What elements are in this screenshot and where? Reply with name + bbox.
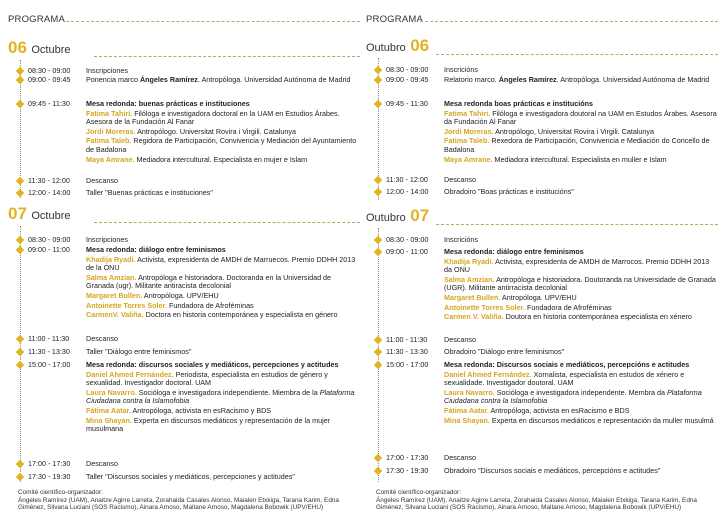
- participant-name: Mina Shayan.: [444, 415, 490, 425]
- event-time: 08:30 - 09:00: [28, 235, 71, 244]
- event-text: Inscricións: [444, 65, 478, 74]
- round-table-title: Mesa redonda: diálogo entre feminismos: [444, 247, 584, 256]
- event-prefix: Ponencia marco: [86, 75, 140, 84]
- participant-name: Khadija Ryadi.: [86, 254, 136, 264]
- event-description: [86, 236, 360, 245]
- participant-bio: Activista, expresidenta de AMDH de Marruecos. Premio DDHH 2013 de la ONU: [86, 254, 356, 273]
- event-text: Descanso: [444, 175, 476, 184]
- day-number: 07: [410, 206, 430, 225]
- participant-bio: Fundadora de Afroféminas: [166, 300, 254, 310]
- event-time: 12:00 - 14:00: [386, 187, 429, 196]
- participant-name: Fatima Taleb.: [444, 136, 490, 146]
- event-description: [86, 348, 360, 357]
- event-description: [86, 460, 360, 469]
- event-description: [444, 248, 718, 322]
- event-time: 17:30 - 19:30: [386, 466, 429, 475]
- participant-bio: Filóloga e investigadora doctoral en la UAM en Estudios Árabes. Asesora de la Fundación Al Fanar: [86, 108, 340, 127]
- event-time: 11:00 - 11:30: [386, 335, 428, 344]
- participant-name: Jordi Moreras.: [444, 126, 494, 136]
- event-time: 11:30 - 13:30: [386, 347, 428, 356]
- event-text: Obradoiro "Discursos sociais e mediáticos, percepcións e actitudes": [444, 466, 661, 475]
- platform-name: Plataforma Ciudadana contra la Islamofobia: [444, 387, 702, 406]
- participant-bio: Regidora de Participación, Convivencia y Mediación del Ayuntamiento de Badalona: [86, 136, 357, 154]
- month-name: Outubro: [366, 212, 406, 224]
- participant-name: Daniel Ahmed Fernández.: [86, 369, 174, 379]
- scientific-committee: Comité científico-organizador: Ángeles Ramírez (UAM), Anaitze Agirre Larreta, Zorahaida Casales Alonso, Maialen Etxkiga, Tarana Karim, Edna Giménez, Silvana Luciani (SOS Racismo), Ainara Arnoso, Maitane Arnoso, Magdalena Bobowik (UPV/EHU): [18, 489, 339, 512]
- timeline-marker-icon: [16, 76, 24, 84]
- timeline-marker-icon: [374, 176, 382, 184]
- event-description: [444, 336, 718, 345]
- event-suffix: . Antropóloga. Universidad Autónoma de Madrid: [556, 75, 710, 84]
- participant-bio: Socióloga e investigadora independente. Membra da: [494, 387, 667, 397]
- timeline-marker-icon: [374, 467, 382, 475]
- participant-bio: Activista, expresidenta de AMDH de Marrocos. Premio DDHH 2013 da ONU: [444, 256, 710, 275]
- event-time: 09:00 - 11:00: [386, 247, 428, 256]
- event-time: 09:00 - 09:45: [386, 75, 429, 84]
- participant-name: Maya Amrane.: [444, 154, 493, 164]
- participant-name: Fátima Aatar.: [86, 405, 131, 415]
- event-description: [444, 176, 718, 185]
- event-description: [86, 177, 360, 186]
- day-heading: [8, 204, 360, 226]
- program-header: [366, 14, 718, 28]
- participant-bio: Doctora en historia contemporánea y especialista en género: [143, 310, 338, 320]
- participant: [444, 258, 718, 275]
- participant-name: Margaret Bullen.: [444, 292, 501, 302]
- timeline-marker-icon: [374, 66, 382, 74]
- participant-name: Fatima Tahiri.: [444, 108, 491, 118]
- participant-name: Antoinette Torres Soler.: [86, 300, 167, 310]
- participant-name: Khadija Ryadi.: [444, 256, 494, 266]
- event-text: Taller "Buenas prácticas e instituciones": [86, 188, 213, 197]
- event-prefix: Relatorio marco.: [444, 75, 499, 84]
- timeline-marker-icon: [374, 361, 382, 369]
- participant-bio: Socióloga e investigadora independiente. Miembra de la: [136, 387, 320, 397]
- participant: [86, 311, 360, 320]
- event-text: Descanso: [444, 335, 476, 344]
- day-heading: [366, 206, 718, 228]
- speaker-name: Ángeles Ramírez: [139, 75, 198, 84]
- event-description: [86, 76, 360, 85]
- participant-name: Jordi Moreras.: [86, 126, 136, 136]
- event-time: 11:30 - 13:30: [28, 347, 70, 356]
- timeline-marker-icon: [374, 76, 382, 84]
- timeline-marker-icon: [374, 348, 382, 356]
- participant-bio: Experta en discursos mediáticos y representación de la mujer musulmana: [86, 415, 331, 434]
- day-divider: [436, 54, 718, 55]
- timeline-marker-icon: [374, 248, 382, 256]
- day-divider: [94, 222, 360, 223]
- timeline-marker-icon: [16, 100, 24, 108]
- event-time: 15:00 - 17:00: [28, 360, 71, 369]
- program-header: [8, 14, 360, 28]
- timeline-marker-icon: [16, 361, 24, 369]
- month-name: Octubre: [31, 210, 71, 222]
- timeline-marker-icon: [16, 189, 24, 197]
- participant-bio: Rexedora de Participación, Convivencia e Mediación do Concello de Badalona: [444, 136, 710, 154]
- participant-bio: Periodista, especialista en estudios de género y sexualidad. Investigador doctoral. UAM: [86, 369, 328, 388]
- event-time: 08:30 - 09:00: [386, 65, 429, 74]
- round-table-title: Mesa redonda: Discursos sociais e mediáticos, percepcións e actitudes: [444, 360, 690, 369]
- participant: [444, 110, 718, 127]
- event-description: [86, 473, 360, 482]
- timeline-marker-icon: [374, 454, 382, 462]
- participant-bio: Doutora en historia contemporánea especialista en xénero: [503, 312, 692, 322]
- day-07-schedule: [366, 206, 718, 482]
- event-text: Descanso: [86, 176, 118, 185]
- event-time: 09:45 - 11:30: [386, 99, 428, 108]
- participant: [86, 156, 360, 165]
- timeline-marker-icon: [374, 336, 382, 344]
- event-text: Obradoiro "Diálogo entre feminismos": [444, 347, 565, 356]
- participant-name: CarmenV. Valiña.: [86, 310, 144, 320]
- event-description: [86, 246, 360, 320]
- participant: [444, 294, 718, 303]
- scientific-committee: Comité científico-organizador: Ángeles Ramírez (UAM), Anaitze Agirre Larreta, Zorahaida Casales Alonso, Maialen Etxkiga, Tarana Karim, Edna Giménez, Silvana Luciani (SOS Racismo), Ainara Arnoso, Maitane Arnoso, Magdalena Bobowik (UPV/EHU): [376, 489, 697, 512]
- participant: [444, 371, 718, 388]
- event-time: 17:00 - 17:30: [28, 459, 71, 468]
- header-divider: [66, 21, 360, 22]
- participant: [444, 389, 718, 406]
- participant-bio: Fundadora de Afroféminas: [524, 302, 612, 312]
- participant: [86, 371, 360, 388]
- event-time: 11:00 - 11:30: [28, 334, 70, 343]
- participant-name: Margaret Bullen.: [86, 290, 143, 300]
- event-text: Descanso: [86, 334, 118, 343]
- event-description: [86, 189, 360, 198]
- participant-name: Maya Amrane.: [86, 154, 135, 164]
- round-table-title: Mesa redonda: buenas prácticas e instituciones: [86, 99, 250, 108]
- event-text: Inscripciones: [86, 66, 128, 75]
- timeline-marker-icon: [16, 246, 24, 254]
- participant-bio: Antropólogo, Universitat Rovira i Virgili. Catalunya: [493, 126, 654, 136]
- event-suffix: . Antropóloga. Universidad Autónoma de Madrid: [197, 75, 351, 84]
- participant: [444, 407, 718, 416]
- timeline-marker-icon: [374, 100, 382, 108]
- participant-name: Daniel Ahmed Fernández.: [444, 369, 532, 379]
- participant: [86, 389, 360, 406]
- participant: [86, 407, 360, 416]
- participant-bio: Antropóloga, activista en esRacismo e BDS: [488, 405, 630, 415]
- event-text: Descanso: [444, 453, 476, 462]
- participant-name: Laura Navarro.: [444, 387, 495, 397]
- round-table-title: Mesa redonda boas prácticas e institucións: [444, 99, 593, 108]
- participant-bio: Antropólogo. Universitat Rovira i Virgili. Catalunya: [135, 126, 296, 136]
- day-heading: [366, 36, 718, 58]
- event-description: [444, 361, 718, 425]
- event-time: 08:30 - 09:00: [386, 235, 429, 244]
- event-time: 15:00 - 17:00: [386, 360, 429, 369]
- day-06-schedule: [366, 36, 718, 200]
- participant: [444, 128, 718, 137]
- day-number: 06: [8, 38, 27, 57]
- participant-bio: Antropóloga, activista en esRacismo y BDS: [130, 405, 272, 415]
- participant-name: Salma Amzian.: [444, 274, 495, 284]
- participant: [444, 417, 718, 426]
- participant-bio: Antropóloga. UPV/EHU: [142, 290, 219, 300]
- participant-name: Laura Navarro.: [86, 387, 137, 397]
- event-description: [444, 236, 718, 245]
- participant: [444, 304, 718, 313]
- participant: [86, 417, 360, 434]
- day-divider: [436, 224, 718, 225]
- event-description: [86, 100, 360, 164]
- participant-bio: Antropóloga. UPV/EHU: [500, 292, 577, 302]
- event-time: 17:00 - 17:30: [386, 453, 429, 462]
- event-time: 12:00 - 14:00: [28, 188, 71, 197]
- event-description: [444, 76, 718, 85]
- program-column-galician: [366, 0, 718, 521]
- event-time: 17:30 - 19:30: [28, 472, 71, 481]
- day-number: 06: [410, 36, 430, 55]
- participant: [444, 276, 718, 293]
- event-description: [444, 467, 718, 476]
- event-description: [444, 348, 718, 357]
- event-time: 08:30 - 09:00: [28, 66, 71, 75]
- day-07-schedule: [8, 204, 360, 482]
- participant-bio: Mediadora intercultural. Especialista en mujer e Islam: [134, 154, 308, 164]
- header-divider: [420, 21, 718, 22]
- event-text: Inscricións: [444, 235, 478, 244]
- event-time: 09:00 - 09:45: [28, 75, 71, 84]
- program-column-spanish: [8, 0, 360, 521]
- participant: [86, 256, 360, 273]
- platform-name: Plataforma Ciudadana contra la Islamofobia: [86, 387, 355, 406]
- event-description: [86, 335, 360, 344]
- timeline-marker-icon: [374, 236, 382, 244]
- timeline-marker-icon: [16, 460, 24, 468]
- participant-bio: Mediadora intercultural. Especialista en muller e Islam: [492, 154, 667, 164]
- timeline-marker-icon: [16, 335, 24, 343]
- participant: [86, 274, 360, 291]
- event-time: 09:45 - 11:30: [28, 99, 70, 108]
- event-time: 09:00 - 11:00: [28, 245, 70, 254]
- timeline-marker-icon: [16, 473, 24, 481]
- participant: [444, 313, 718, 322]
- participant-bio: Antropóloga e historiadora. Doutoranda na Universidade de Granada (UGR). Militante antirracista decolonial: [444, 274, 716, 293]
- program-title: PROGRAMA: [366, 14, 424, 25]
- participant-bio: Filóloga e investigadora doutoral na UAM en Estudos Árabes. Asesora da Fundación Al Fanar: [444, 108, 717, 127]
- timeline-marker-icon: [16, 348, 24, 356]
- event-description: [86, 361, 360, 434]
- participant-bio: Antropóloga e historiadora. Doctoranda en la Universidad de Granada (ugr). Militante antiracista decolonial: [86, 272, 332, 291]
- participant: [86, 128, 360, 137]
- event-time: 11:30 - 12:00: [386, 175, 428, 184]
- speaker-name: Ángeles Ramírez: [498, 75, 557, 84]
- participant: [86, 110, 360, 127]
- event-description: [444, 454, 718, 463]
- participant: [444, 156, 718, 165]
- participant: [86, 137, 360, 154]
- participant-name: Antoinette Torres Soler.: [444, 302, 525, 312]
- participant: [86, 292, 360, 301]
- event-description: [444, 100, 718, 164]
- round-table-title: Mesa redonda: diálogo entre feminismos: [86, 245, 226, 254]
- event-text: Taller "Discursos sociales y mediáticos, percepciones y actitudes": [86, 472, 295, 481]
- program-title: PROGRAMA: [8, 14, 66, 25]
- event-text: Inscripciones: [86, 235, 128, 244]
- month-name: Outubro: [366, 42, 406, 54]
- timeline-marker-icon: [16, 67, 24, 75]
- participant-name: Mina Shayan.: [86, 415, 132, 425]
- participant: [444, 137, 718, 154]
- participant-name: Fatima Taleb.: [86, 136, 132, 146]
- day-divider: [94, 56, 360, 57]
- participant-bio: Xornalista, especialista en estudos de xénero e sexualidade. Investigador doutoral. UAM: [444, 369, 685, 388]
- event-time: 11:30 - 12:00: [28, 176, 70, 185]
- day-06-schedule: [8, 38, 360, 198]
- participant-name: Fatima Tahiri.: [86, 108, 133, 118]
- timeline-marker-icon: [16, 177, 24, 185]
- event-text: Descanso: [86, 459, 118, 468]
- event-text: Obradoiro "Boas prácticas e institucións": [444, 187, 574, 196]
- participant-bio: Experta en discursos mediáticos e representación da muller musulmá: [489, 415, 714, 425]
- timeline-marker-icon: [16, 236, 24, 244]
- participant: [86, 302, 360, 311]
- event-description: [444, 66, 718, 75]
- participant-name: Salma Amzian.: [86, 272, 137, 282]
- participant-name: Carmen V. Valiña.: [444, 312, 504, 322]
- timeline-marker-icon: [374, 188, 382, 196]
- participant-name: Fátima Aatar.: [444, 405, 489, 415]
- day-number: 07: [8, 204, 27, 223]
- event-description: [444, 188, 718, 197]
- day-heading: [8, 38, 360, 60]
- round-table-title: Mesa redonda: discursos sociales y mediáticos, percepciones y actitudes: [86, 360, 339, 369]
- event-text: Taller "Diálogo entre feminismos": [86, 347, 192, 356]
- month-name: Octubre: [31, 44, 71, 56]
